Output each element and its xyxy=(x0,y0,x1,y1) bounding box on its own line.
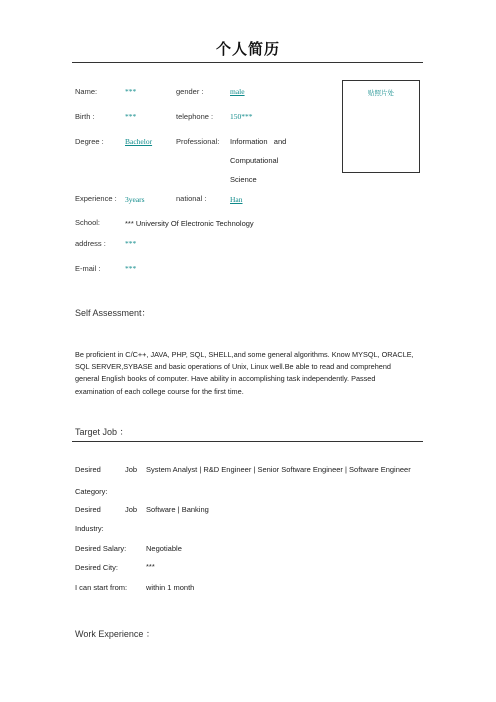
self-assessment-line: Be proficient in C/C++, JAVA, PHP, SQL, SHELL,and some general algorithms. Know MYSQL, ORACLE, xyxy=(75,350,414,359)
desired-industry-label-b: Job xyxy=(125,505,138,514)
start-date-value: within 1 month xyxy=(146,583,195,592)
desired-salary-label: Desired Salary: xyxy=(75,544,127,553)
national-value: Han xyxy=(230,195,243,204)
photo-placeholder-label: 贴照片处 xyxy=(368,89,394,97)
telephone-value: 150*** xyxy=(230,112,253,121)
email-label: E-mail : xyxy=(75,264,101,273)
professional-value-line-3: Science xyxy=(230,175,257,184)
desired-industry-label-c: Industry: xyxy=(75,524,104,533)
telephone-label: telephone : xyxy=(176,112,214,121)
address-label: address : xyxy=(75,239,106,248)
professional-label: Professional: xyxy=(176,137,220,146)
school-value: *** University Of Electronic Technology xyxy=(125,219,254,228)
degree-label: Degree : xyxy=(75,137,104,146)
desired-industry-value: Software | Banking xyxy=(146,505,209,514)
school-label: School: xyxy=(75,218,101,227)
national-label: national : xyxy=(176,194,207,203)
work-experience-heading: Work Experience ： xyxy=(75,629,155,639)
address-value: *** xyxy=(125,239,137,248)
desired-category-label-b: Job xyxy=(125,465,138,474)
desired-city-value: *** xyxy=(146,562,155,571)
name-label: Name: xyxy=(75,87,98,96)
self-assessment-line: SQL SERVER,SYBASE and basic operations of Unix, Linux well.Be able to read and comprehend xyxy=(75,362,391,372)
name-value: *** xyxy=(125,87,137,96)
degree-value: Bachelor xyxy=(125,137,153,146)
desired-category-label-a: Desired xyxy=(75,465,101,474)
birth-value: *** xyxy=(125,112,137,121)
self-assessment-text xyxy=(75,349,425,398)
title-divider xyxy=(72,62,423,63)
start-date-label: I can start from: xyxy=(75,583,128,592)
self-assessment-line: general English books of computer. Have ability in accomplishing task independently. Passed xyxy=(75,374,376,384)
experience-label: Experience : xyxy=(75,194,117,203)
photo-placeholder-box xyxy=(342,80,420,173)
target-job-divider xyxy=(72,441,423,442)
desired-salary-value: Negotiable xyxy=(146,544,182,553)
gender-value: male xyxy=(230,87,245,96)
gender-label: gender : xyxy=(176,87,204,96)
desired-category-value: System Analyst | R&D Engineer | Senior Software Engineer | Software Engineer xyxy=(146,465,411,474)
self-assessment-line: examination of each college course for the first time. xyxy=(75,386,244,396)
self-assessment-heading: Self Assessment： xyxy=(75,308,151,318)
professional-value-line-2: Computational xyxy=(230,156,279,165)
experience-value: 3years xyxy=(125,195,145,204)
resume-title: 个人简历 xyxy=(215,40,280,58)
target-job-heading: Target Job ： xyxy=(75,427,129,437)
birth-label: Birth : xyxy=(75,112,95,121)
email-value: *** xyxy=(125,264,137,273)
desired-industry-label-a: Desired xyxy=(75,505,101,514)
desired-category-label-c: Category: xyxy=(75,487,108,496)
professional-value-line-1: Information and xyxy=(230,137,287,146)
desired-city-label: Desired City: xyxy=(75,563,118,572)
